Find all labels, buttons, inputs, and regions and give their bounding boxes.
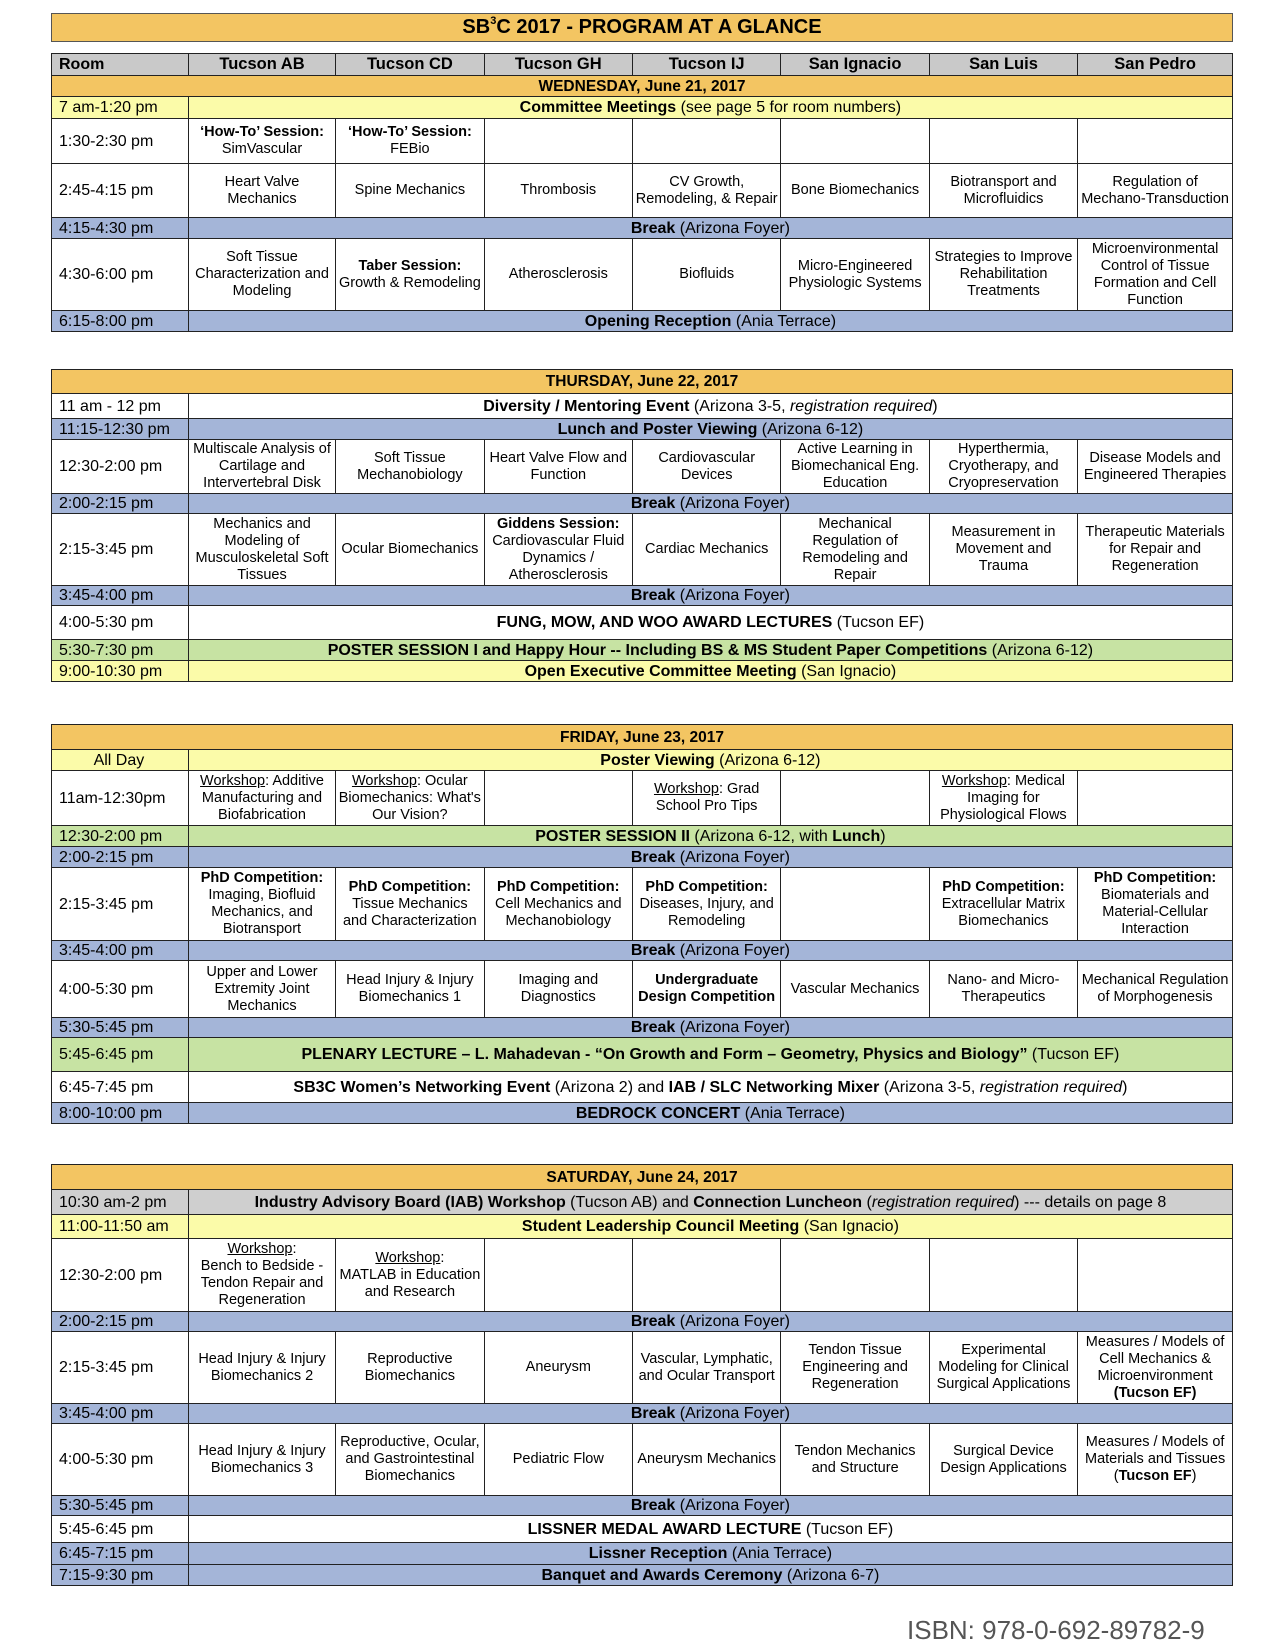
break-cell: Break (Arizona Foyer) [188,586,1232,606]
day-header: FRIDAY, June 23, 2017 [52,725,1233,750]
session-cell: Mechanical Regulation of Remodeling and Repair [781,514,929,586]
session-cell: Imaging and Diagnostics [484,961,632,1018]
time-cell: 6:15-8:00 pm [52,311,189,332]
session-cell: PhD Competition: Tissue Mechanics and Characterization [336,868,484,941]
session-cell: Aneurysm Mechanics [633,1424,781,1496]
time-cell: 2:00-2:15 pm [52,494,189,514]
time-cell: 4:00-5:30 pm [52,961,189,1018]
session-cell: Thrombosis [484,164,632,218]
time-cell: 11:15-12:30 pm [52,419,189,440]
header-tucson-ij: Tucson IJ [633,54,781,76]
session-cell: Nano- and Micro-Therapeutics [929,961,1077,1018]
event-cell: Lissner Reception (Ania Terrace) [188,1543,1232,1565]
session-cell: PhD Competition: Imaging, Biofluid Mechanics, and Biotransport [188,868,335,941]
session-cell: Vascular, Lymphatic, and Ocular Transport [633,1332,781,1404]
time-cell: 4:30-6:00 pm [52,239,189,311]
thursday-table [51,369,1233,682]
event-cell: FUNG, MOW, AND WOO AWARD LECTURES (Tucson EF) [188,606,1232,640]
time-cell: 7 am-1:20 pm [52,97,189,119]
session-cell: Pediatric Flow [484,1424,632,1496]
session-cell: Therapeutic Materials for Repair and Regeneration [1078,514,1233,586]
isbn-label: ISBN: 978-0-692-89782-9 [907,1615,1205,1645]
session-cell: Head Injury & Injury Biomechanics 2 [188,1332,335,1404]
session-cell: Aneurysm [484,1332,632,1404]
workshop-cell: Workshop: Grad School Pro Tips [632,771,780,826]
session-cell: Hyperthermia, Cryotherapy, and Cryopreservation [929,440,1077,494]
time-cell: 3:45-4:00 pm [52,941,189,961]
time-cell: 11:00-11:50 am [52,1215,189,1239]
event-cell: Banquet and Awards Ceremony (Arizona 6-7) [188,1565,1232,1586]
session-cell: Ocular Biomechanics [336,514,484,586]
time-cell: 5:45-6:45 pm [52,1516,189,1543]
event-cell: Industry Advisory Board (IAB) Workshop (Tucson AB) and Connection Luncheon (registration required) --- details on page 8 [188,1190,1232,1215]
time-cell: 4:15-4:30 pm [52,218,189,239]
time-cell: 4:00-5:30 pm [52,606,189,640]
session-cell: Cardiovascular Devices [632,440,780,494]
session-cell: Bone Biomechanics [781,164,929,218]
time-cell: 2:15-3:45 pm [52,868,189,941]
session-cell: Undergraduate Design Competition [632,961,780,1018]
day-header: WEDNESDAY, June 21, 2017 [52,76,1233,97]
session-cell: Experimental Modeling for Clinical Surgical Applications [929,1332,1077,1404]
event-cell: POSTER SESSION I and Happy Hour -- Including BS & MS Student Paper Competitions (Arizona 6-12) [188,640,1232,661]
time-cell: 12:30-2:00 pm [52,826,189,847]
header-room: Room [52,54,189,76]
workshop-cell: Workshop: Bench to Bedside - Tendon Repair and Regeneration [188,1239,335,1312]
time-cell: 3:45-4:00 pm [52,1404,189,1424]
header-tucson-gh: Tucson GH [484,54,632,76]
session-cell: PhD Competition: Cell Mechanics and Mechanobiology [484,868,632,941]
session-cell: Measures / Models of Cell Mechanics & Microenvironment (Tucson EF) [1078,1332,1233,1404]
day-header: SATURDAY, June 24, 2017 [52,1165,1233,1190]
break-cell: Break (Arizona Foyer) [188,1404,1232,1424]
page-title: $SB^3C$ 2017 - PROGRAM AT A GLANCE [51,13,1233,42]
event-cell: LISSNER MEDAL AWARD LECTURE (Tucson EF) [188,1516,1232,1543]
time-cell: 7:15-9:30 pm [52,1565,189,1586]
event-cell: Diversity / Mentoring Event (Arizona 3-5, registration required) [188,394,1232,419]
session-cell: Reproductive, Ocular, and Gastrointestinal Biomechanics [336,1424,484,1496]
time-cell: 2:15-3:45 pm [52,514,189,586]
session-cell: Active Learning in Biomechanical Eng. Education [781,440,929,494]
session-cell: Disease Models and Engineered Therapies [1078,440,1233,494]
session-cell: Mechanics and Modeling of Musculoskeletal Soft Tissues [188,514,335,586]
wednesday-table [51,53,1233,332]
session-cell: PhD Competition: Extracellular Matrix Biomechanics [929,868,1077,941]
time-cell: 2:00-2:15 pm [52,847,189,868]
break-cell: Break (Arizona Foyer) [188,1018,1232,1038]
session-cell: Regulation of Mechano-Transduction [1078,164,1233,218]
session-cell: ‘How-To’ Session: FEBio [336,119,484,164]
time-cell: 12:30-2:00 pm [52,1239,189,1312]
time-cell: 8:00-10:00 pm [52,1103,189,1124]
session-cell: Reproductive Biomechanics [336,1332,484,1404]
event-cell: Committee Meetings (see page 5 for room numbers) [188,97,1232,119]
session-cell: Cardiac Mechanics [632,514,780,586]
header-row [52,54,1233,76]
time-cell: 2:45-4:15 pm [52,164,189,218]
session-cell: Heart Valve Mechanics [188,164,335,218]
time-cell: 6:45-7:45 pm [52,1072,189,1103]
session-cell: Heart Valve Flow and Function [484,440,632,494]
time-cell: 11am-12:30pm [52,771,189,826]
session-cell: Atherosclerosis [484,239,632,311]
session-cell: CV Growth, Remodeling, & Repair [633,164,781,218]
event-cell: BEDROCK CONCERT (Ania Terrace) [188,1103,1232,1124]
break-cell: Break (Arizona Foyer) [188,941,1232,961]
break-cell: Break (Arizona Foyer) [188,847,1232,868]
workshop-cell: Workshop: Ocular Biomechanics: What's Our Vision? [336,771,484,826]
header-san-luis: San Luis [929,54,1077,76]
session-cell: Head Injury & Injury Biomechanics 1 [336,961,484,1018]
day-header: THURSDAY, June 22, 2017 [52,370,1233,394]
time-cell: 12:30-2:00 pm [52,440,189,494]
header-tucson-cd: Tucson CD [336,54,484,76]
session-cell: Microenvironmental Control of Tissue Formation and Cell Function [1078,239,1233,311]
time-cell: 5:30-5:45 pm [52,1018,189,1038]
session-cell: Mechanical Regulation of Morphogenesis [1078,961,1233,1018]
session-cell: Biofluids [633,239,781,311]
session-cell: Micro-Engineered Physiologic Systems [781,239,929,311]
session-cell: Biotransport and Microfluidics [929,164,1077,218]
time-cell: 1:30-2:30 pm [52,119,189,164]
friday-table [51,724,1233,1124]
time-cell: 5:30-5:45 pm [52,1496,189,1516]
time-cell: 4:00-5:30 pm [52,1424,189,1496]
session-cell: Measures / Models of Materials and Tissues (Tucson EF) [1078,1424,1233,1496]
session-cell: Tendon Mechanics and Structure [781,1424,929,1496]
session-cell: Head Injury & Injury Biomechanics 3 [188,1424,335,1496]
session-cell: Tendon Tissue Engineering and Regeneration [781,1332,929,1404]
time-cell: 5:30-7:30 pm [52,640,189,661]
session-cell: Multiscale Analysis of Cartilage and Intervertebral Disk [188,440,335,494]
saturday-table [51,1164,1233,1586]
session-cell: PhD Competition: Biomaterials and Material-Cellular Interaction [1078,868,1233,941]
session-cell: Vascular Mechanics [781,961,929,1018]
time-cell: 10:30 am-2 pm [52,1190,189,1215]
session-cell: ‘How-To’ Session: SimVascular [188,119,335,164]
break-cell: Break (Arizona Foyer) [188,1312,1232,1332]
event-cell: Student Leadership Council Meeting (San Ignacio) [188,1215,1232,1239]
break-cell: Break (Arizona Foyer) [188,218,1232,239]
time-cell: 2:00-2:15 pm [52,1312,189,1332]
header-tucson-ab: Tucson AB [188,54,335,76]
break-cell: Break (Arizona Foyer) [188,494,1232,514]
session-cell: Soft Tissue Mechanobiology [336,440,484,494]
time-cell: 2:15-3:45 pm [52,1332,189,1404]
time-cell: 11 am - 12 pm [52,394,189,419]
plenary-cell: PLENARY LECTURE – L. Mahadevan - “On Growth and Form – Geometry, Physics and Biology” (Tucson EF) [188,1038,1232,1072]
session-cell: Taber Session: Growth & Remodeling [336,239,484,311]
time-cell: 3:45-4:00 pm [52,586,189,606]
event-cell: Open Executive Committee Meeting (San Ignacio) [188,661,1232,682]
event-cell: Lunch and Poster Viewing (Arizona 6-12) [188,419,1232,440]
workshop-cell: Workshop: Medical Imaging for Physiological Flows [929,771,1077,826]
header-san-ignacio: San Ignacio [781,54,929,76]
event-cell: Opening Reception (Ania Terrace) [188,311,1232,332]
time-cell: 5:45-6:45 pm [52,1038,189,1072]
session-cell: PhD Competition: Diseases, Injury, and Remodeling [632,868,780,941]
workshop-cell: Workshop: Additive Manufacturing and Biofabrication [188,771,335,826]
session-cell: Upper and Lower Extremity Joint Mechanics [188,961,335,1018]
time-cell: All Day [52,750,189,771]
header-san-pedro: San Pedro [1078,54,1233,76]
session-cell: Soft Tissue Characterization and Modeling [188,239,335,311]
session-cell: Measurement in Movement and Trauma [929,514,1077,586]
workshop-cell: Workshop: MATLAB in Education and Research [336,1239,484,1312]
session-cell: Surgical Device Design Applications [929,1424,1077,1496]
event-cell: SB3C Women’s Networking Event (Arizona 2) and IAB / SLC Networking Mixer (Arizona 3-5, registration required) [188,1072,1232,1103]
event-cell: POSTER SESSION II (Arizona 6-12, with Lunch) [188,826,1232,847]
event-cell: Poster Viewing (Arizona 6-12) [188,750,1232,771]
time-cell: 9:00-10:30 pm [52,661,189,682]
break-cell: Break (Arizona Foyer) [188,1496,1232,1516]
session-cell: Giddens Session: Cardiovascular Fluid Dynamics / Atherosclerosis [484,514,632,586]
session-cell: Strategies to Improve Rehabilitation Treatments [929,239,1077,311]
session-cell: Spine Mechanics [336,164,484,218]
time-cell: 6:45-7:15 pm [52,1543,189,1565]
